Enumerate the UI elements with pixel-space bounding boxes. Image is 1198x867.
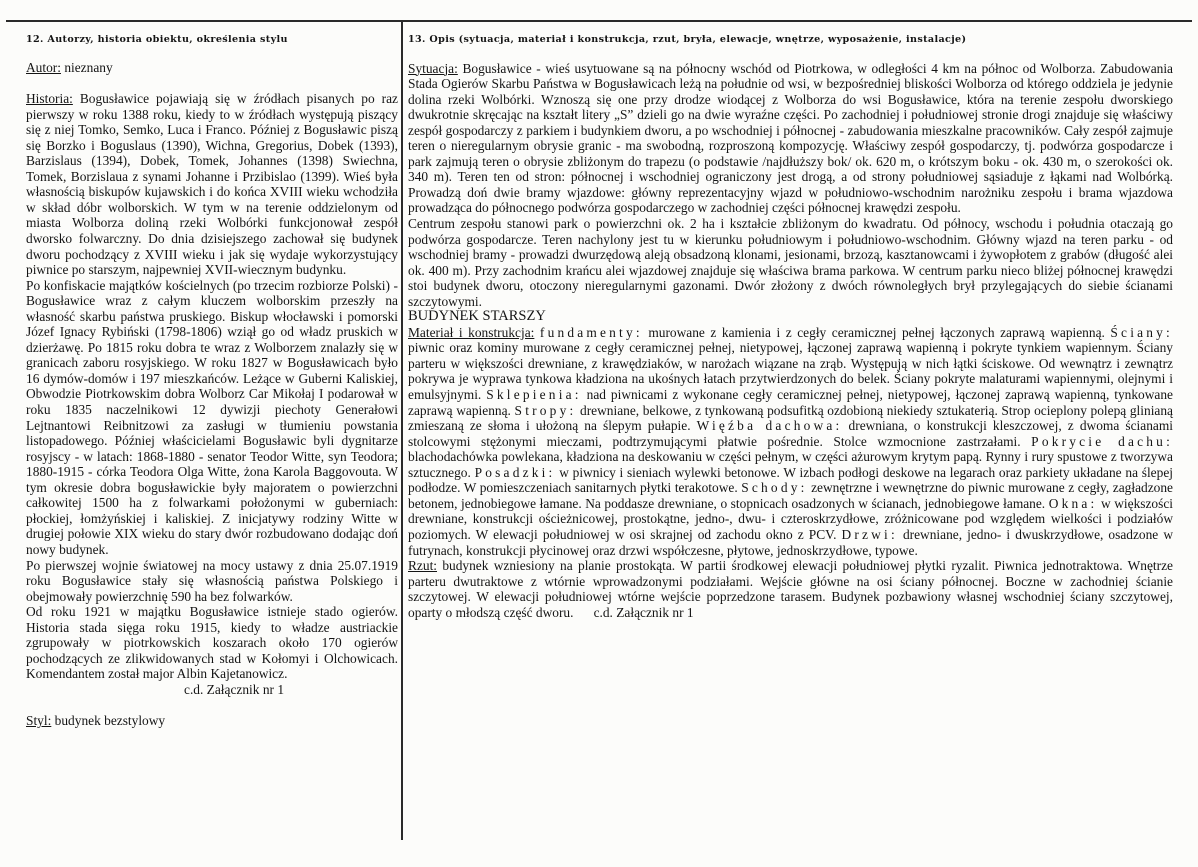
term-fundamenty: fundamenty:	[539, 324, 643, 340]
term-stropy: Stropy:	[514, 402, 577, 418]
autor-value: nieznany	[60, 59, 113, 75]
term-sciany: Ściany:	[1110, 324, 1173, 340]
material-text-8: zewnętrzne i wewnętrzne do piwnic murowane z cegły, zagładzone betonem, jednobiegowe łamane. Na poddasze drewniane, o stopnicach osadzonych w ścianach, jednobiegowe łamane.	[408, 480, 1173, 511]
material-text-9: w większości drewniane, konstrukcji ościeżnicowej, prostokątne, jedno-, dwu- i czteroskrzydłowe, zróżnicowane pod względem wielkości i podziałów poziomych. W elewacji południowej w osi skrajnej od zachodu okno z PCV.	[408, 495, 1173, 542]
rzut-text: budynek wzniesiony na planie prostokąta. W partii środkowej elewacji południowej płytki ryzalit. Piwnica jednotraktowa. Wnętrze parteru dwutraktowe z wtórnie wprowadzonymi podziałami. Wejście główne na osi ściany północnej. Boczne w zachodniej ścianie szczytowej. W elewacji południowej wtórne wejście poprzedzone tarasem. Budynek pozbawiony własnej wschodniej ściany szczytowej, oparty o młodszą część dworu.	[408, 558, 1173, 620]
term-sklepienia: Sklepienia:	[486, 387, 582, 403]
right-column	[408, 28, 1173, 620]
term-okna: Okna:	[1048, 495, 1098, 511]
styl-paragraph	[26, 713, 398, 729]
material-text-4: drewniane, belkowe, z tynkowaną podsufitką ozdobioną niekiedy sztukaterią. Strop ocieplony polepą glinianą zmieszaną ze słoma i ułożoną na ślepym pułapie.	[408, 402, 1173, 434]
material-text-6: blachodachówka powlekana, kładziona na deskowaniu w części pełnym, w części ażurowym krytym papą. Rynny i rury spustowe z tworzywa sztucznego.	[408, 449, 1173, 480]
sytuacja-paragraph-1	[408, 61, 1173, 216]
historia-paragraph-3: Po pierwszej wojnie światowej na mocy ustawy z dnia 25.07.1919 roku Bogusławice stały się własnością państwa Polskiego i obejmowały powierzchnię 590 ha bez folwarków.	[26, 557, 398, 604]
term-posadzki: Posadzki:	[474, 464, 556, 480]
autor-paragraph	[26, 60, 398, 76]
left-zalacznik-ref: c.d. Załącznik nr 1	[184, 681, 285, 697]
rzut-paragraph	[408, 558, 1173, 620]
material-text-3: nad piwnicami z wykonane cegły ceramicznej pełnej, nietypowej, łączonej zaprawą wapienną, tynkowane zaprawą wapienną.	[408, 387, 1173, 418]
sytuacja-label: Sytuacja:	[408, 60, 458, 76]
styl-label: Styl:	[26, 713, 52, 729]
rzut-label: Rzut:	[408, 558, 438, 574]
historia-paragraph-4: Od roku 1921 w majątku Bogusławice istnieje stado ogierów. Historia stada sięga roku 1915, kiedy to władze austriackie zgrupowały w piotrkowskich koszarach około 170 ogierów pochodzących ze zlikwidowanych stad w Kołomyi i Olchowicach. Komendantem został major Albin Kajetanowicz.	[26, 604, 398, 682]
historia-label: Historia:	[26, 91, 73, 107]
historia-paragraph-1	[26, 91, 398, 278]
material-text-1: murowane z kamienia i z cegły ceramicznej pełnej łączonych zaprawą wapienną.	[642, 324, 1105, 340]
material-text-7: w piwnicy i sieniach wylewki betonowe. W izbach podłogi deskowe na legarach oraz parkiety układane na ślepej podłodze. W pomieszczeniach sanitarnych płytki terakotowe.	[408, 464, 1173, 496]
column-divider	[401, 20, 403, 840]
material-label: Materiał i konstrukcja:	[408, 324, 535, 340]
sytuacja-text-1: Bogusławice - wieś usytuowane są na północny wschód od Piotrkowa, w odległości 4 km na północ od Wolborza. Zabudowania Stada Ogierów Skarbu Państwa w Bogusławicach leżą na południe od wsi, w bezpośredniej bliskości Wolborza od którego oddziela je jedynie dolina rzeki Wolbórki. Wznoszą się one przy drodze wiodącej z Wolborza do wsi Bogusławice, która na terenie zespołu dworskiego dwukrotnie skręcając na kształt litery „S” dzieli go na dwie wyraźne części. Po zachodniej i południowej stronie drogi znajduje się właściwy zespół gospodarczy z parkiem i budynkiem dworu, a po wschodniej i północnej - zabudowania mieszkalne pracowników. Cały zespół zajmuje teren o nieregularnym obrysie granic - ma swobodną, rozproszoną kompozycję. Właściwy zespół gospodarczy, tj. podwórza gospodarcze i park zajmują teren o obrysie zbliżonym do trapezu (o podstawie /najdłuższy bok/ ok. 620 m, o krótszym boku - ok. 430 m, o szerokości ok. 340 m). Teren ten od stron: północnej i wschodniej ograniczony jest drogą, a od strony południowej sąsiaduje z łąkami nad Wolbórką. Prowadzą doń dwie bramy wjazdowe: główny reprezentacyjny wjazd w południowo-wschodnim narożniku zespołu i brama wjazdowa prowadząca do północnego podwórza gospodarczego w zachodniej części północnej krawędzi zespołu.	[408, 60, 1173, 216]
material-text-5: drewniana, o konstrukcji kleszczowej, z dwoma ścianami stolcowymi stężonymi mieczami, podtrzymującymi płatwie pośrednie. Stolce wzmocnione zastrzałami.	[408, 418, 1173, 449]
section-13-heading: 13. Opis (sytuacja, materiał i konstrukcja, rzut, bryła, elewacje, wnętrze, wyposażenie, instalacje)	[408, 34, 967, 45]
styl-value: budynek bezstylowy	[51, 713, 166, 729]
historia-text-1: Bogusławice pojawiają się w źródłach pisanych po raz pierwszy w roku 1388 roku, kiedy to w źródłach występują piszący się z niej Tomko, Semko, Luca i Franco. Później z Bogusławic piszą się Borzko i Boguslaus (1390), Wichna, Gregorius, Dobek (1393), Barzislaus (1394), Dobek, Tomek, Johannes (1398) Swiechna, Tomek, Borzislaua z synami Johanne i Przibislao (1399). Wieś była własnością biskupów kujawskich i do końca XVIII wieku wchodziła w skład dóbr wolborskich. W tym w na terenie oddzielonym od miasta Wolborza doliną rzeki Wolbórki funkcjonował zespół dworsko folwarczny. Do dnia dzisiejszego zachował się budynek dworu pochodzący z XVIII wieku i jak się wydaje wykorzystujący piwnice po starszym, najpewniej XVII-wiecznym budynku.	[26, 91, 398, 278]
term-schody: Schody:	[741, 480, 808, 496]
left-column	[26, 28, 398, 729]
material-text-10: drewniane, jedno- i dwuskrzydłowe, osadzone w futrynach, konstrukcji płycinowej oraz drzwi współczesne, płytowe, jednoskrzydłowe, typowe.	[408, 526, 1173, 558]
term-drzwi: Drzwi:	[841, 526, 898, 542]
autor-label: Autor:	[26, 59, 61, 75]
section-12-heading: 12. Autorzy, historia obiektu, określenia stylu	[26, 34, 288, 45]
right-zalacznik-ref: c.d. Załącznik nr 1	[593, 604, 694, 620]
top-rule	[6, 20, 1192, 22]
term-pokrycie: Pokrycie dachu:	[1031, 433, 1173, 449]
term-wiezba: Więźba dachowa:	[696, 418, 843, 434]
material-paragraph	[408, 325, 1173, 558]
material-text-2: piwnic oraz kominy murowane z cegły ceramicznej pełnej, nietypowej, łączonej zaprawą wapienną i pokryte tynkiem wapiennym. Ściany parteru w większości drewniane, z krawędziaków, w narożach wiązane na zrąb. Występują w nich łątki ściskowe. Od wewnątrz i zewnątrz pokrywa je wyprawa tynkowa kładziona na ukośnych łatach przytwierdzonych do belek. Ściany pokryte malaturami wapiennymi, olejnymi i emulsyjnymi.	[408, 340, 1173, 403]
budynek-starszy-heading: BUDYNEK STARSZY	[408, 308, 546, 325]
historia-paragraph-2: Po konfiskacie majątków kościelnych (po trzecim rozbiorze Polski) - Bogusławice wraz z całym kluczem wolborskim przeszły na własność skarbu państwa pruskiego. Biskup włocławski i pomorski Józef Ignacy Rybiński (1798-1806) wziął go od władz pruskich w dzierżawę. Po 1815 roku dobra te wraz z Wolborzem znalazły się w granicach zaboru rosyjskiego. W roku 1827 w Bogusławicach było 16 dymów-domów i 197 mieszkańców. Leżące w Guberni Kaliskiej, Obwodzie Piotrkowskim dobra Wolborz Car Mikołaj I podarował w roku 1835 naczelnikowi 12 dywizji piechoty Generałowi Lejtnantowi Reibnitzowi za zasługi w tłumieniu powstania listopadowego. Później właścicielami Bogusławic byli dygnitarze rosyjscy - w latach: 1868-1880 - senator Teodor Witte, syn Teodora; 1880-1915 - córka Teodora Olga Witte, żona Karola Baggovouta. W tym okresie dobra bogusławickie były majoratem o powierzchni całkowitej 1500 ha z folwarkami położonymi w guberniach: płockiej, łomżyńskiej i kaliskiej. Z inicjatywy rodziny Witte w drugiej połowie XIX wieku do stary dwór rozbudowano dodając doń nowy budynek.	[26, 277, 398, 557]
sytuacja-paragraph-2: Centrum zespołu stanowi park o powierzchni ok. 2 ha i kształcie zbliżonym do kwadratu. Od północy, wschodu i południa otaczają go podwórza gospodarcze. Teren nachylony jest tu w kierunku południowym i południowo-wschodnim. Główny wjazd na teren parku - od wschodniej bramy - prowadzi dwurzędową aleją obsadzoną klonami, jesionami, brzozą, kasztanowcami i żywopłotem z grabów (długość alei ok. 400 m). Przy zachodnim krańcu alei wjazdowej znajduje się właściwa brama parkowa. W centrum parku nieco bliżej północnej krawędzi stoi budynek dworu, otoczony nieregularnymi gazonami. Dwór złożony z dwóch równoległych brył przylegających do siebie ścianami szczytowymi.	[408, 216, 1173, 309]
